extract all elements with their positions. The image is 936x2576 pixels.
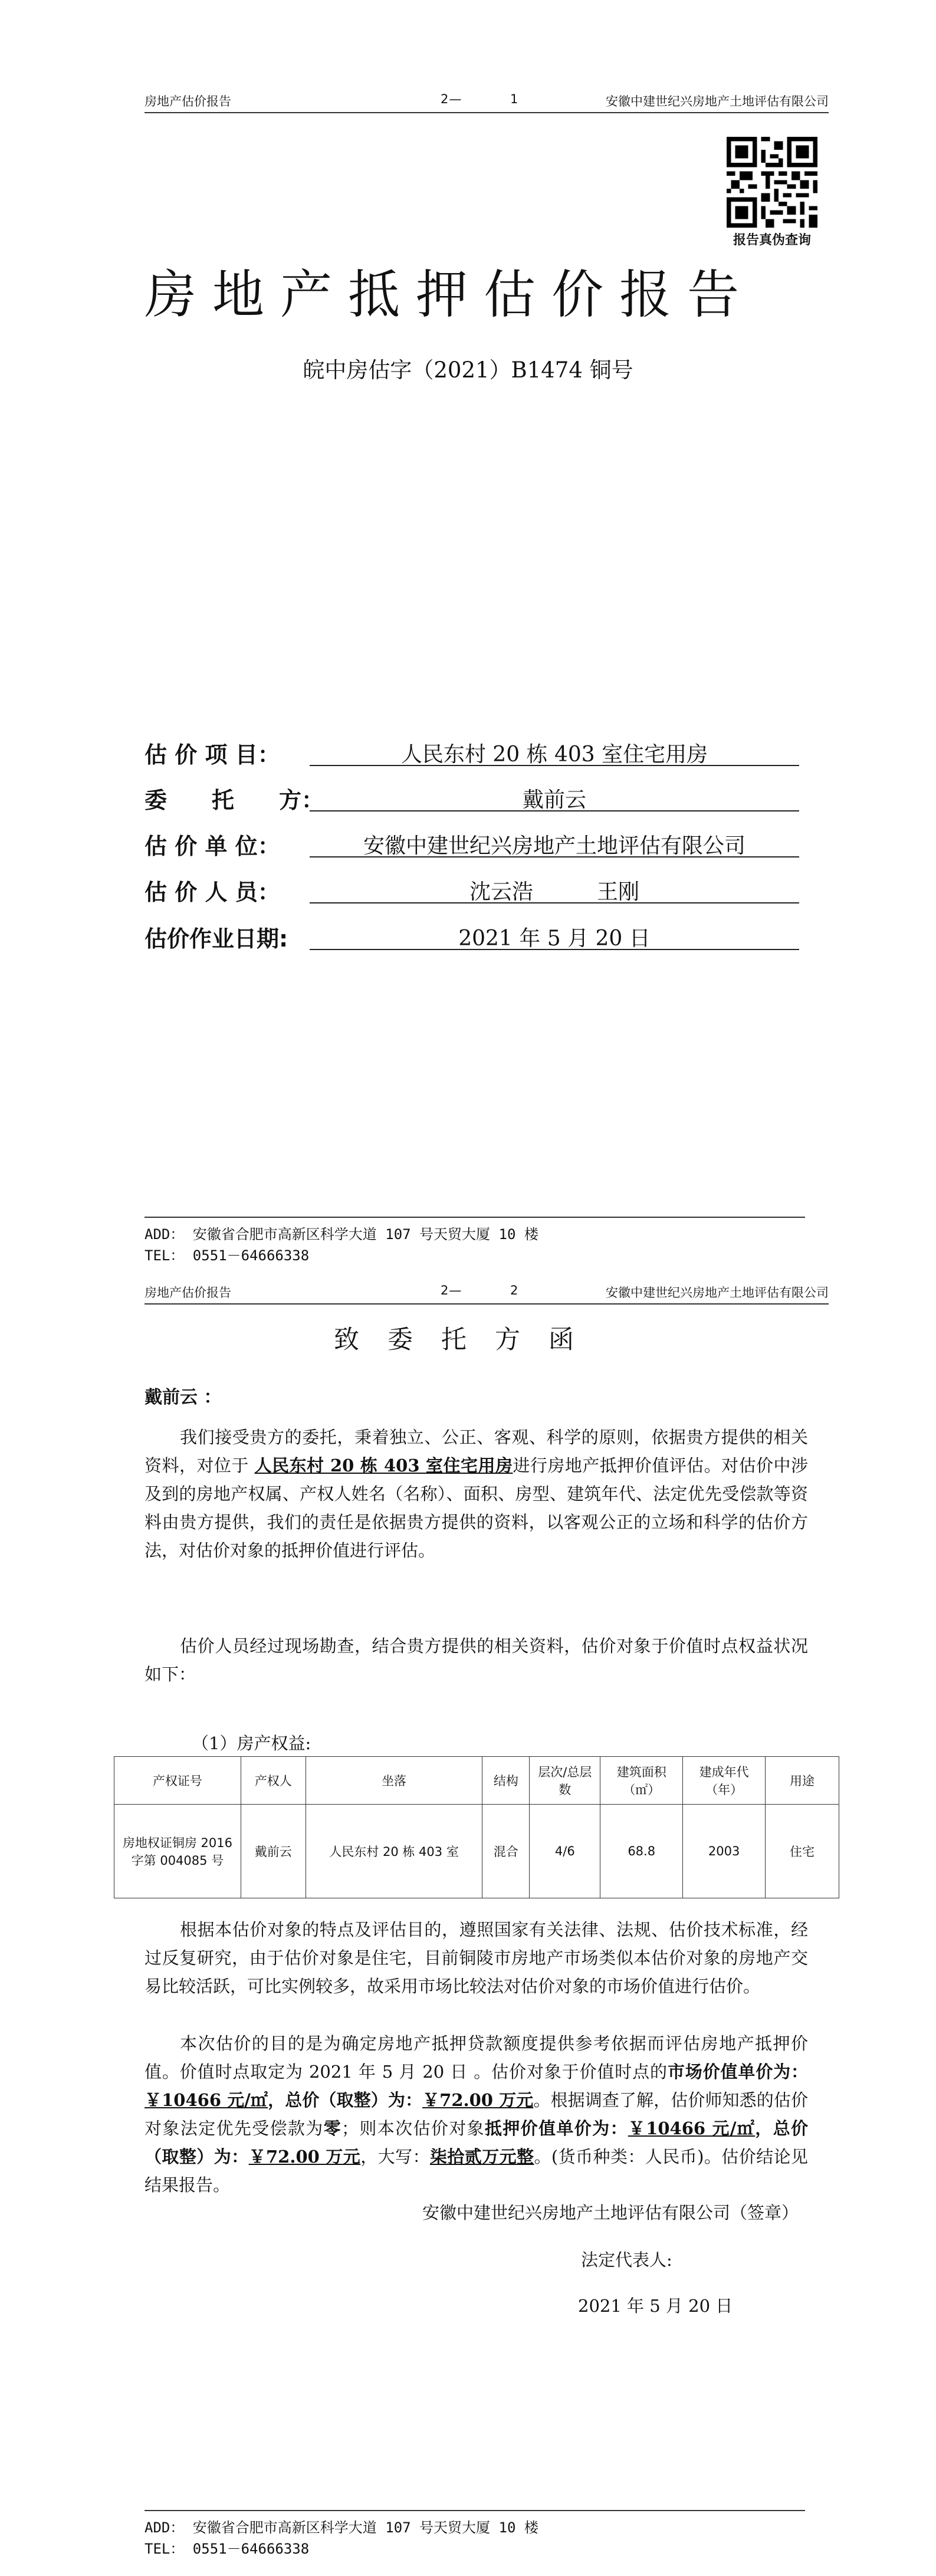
table-cell: 混合	[482, 1805, 530, 1898]
market-total-label: ，总价（取整）为：	[268, 2090, 423, 2110]
paragraph-method	[144, 1915, 808, 2000]
signature-legal-rep: 法定代表人:	[581, 2250, 672, 2270]
table-header: 产权人	[241, 1757, 306, 1805]
table-cell: 戴前云	[241, 1805, 306, 1898]
info-value: 人民东村 20 栋 403 室住宅用房	[400, 742, 708, 767]
header-right: 安徽中建世纪兴房地产土地评估有限公司	[606, 94, 829, 109]
property-name: 人民东村 20 栋 403 室住宅用房	[254, 1455, 513, 1476]
cover-page	[0, 0, 936, 1280]
conclusion-text-3: ；则本次估价对象	[341, 2118, 485, 2138]
qr-code-icon[interactable]	[727, 137, 817, 228]
market-unit-label: 市场价值单价为：	[667, 2062, 808, 2082]
underline	[310, 765, 799, 766]
mortgage-total-label: ，总价（取整）为：	[144, 2118, 808, 2167]
footer-telephone: TEL： 0551－64666338	[144, 1247, 310, 1264]
info-value: 安徽中建世纪兴房地产土地评估有限公司	[363, 834, 745, 858]
signature-date: 2021 年 5 月 20 日	[578, 2296, 733, 2316]
table-cell: 4/6	[530, 1805, 600, 1898]
table-header: 建筑面积（㎡）	[600, 1757, 683, 1805]
table-header: 结构	[482, 1757, 530, 1805]
conclusion-text-2: 。根据调查了解，估价师知悉的估价对象法定优先受偿款为	[144, 2090, 808, 2138]
footer-rule	[144, 1217, 805, 1218]
page-header	[144, 88, 829, 113]
report-number: 皖中房估字（2021）B1474 铜号	[303, 357, 633, 383]
table-row	[114, 1805, 839, 1898]
info-label: 估 价 单 位：	[144, 833, 280, 859]
mortgage-total-price: ￥72.00 万元	[248, 2147, 361, 2167]
info-row-appraiser-org	[144, 826, 805, 863]
survey-text: 估价人员经过现场勘查，结合贵方提供的相关资料，估价对象于价值时点权益状况如下：	[144, 1636, 808, 1684]
mortgage-unit-label: 抵押价值单价为：	[484, 2118, 628, 2138]
report-title: 房地产抵押估价报告	[144, 264, 756, 325]
mortgage-unit-price: ￥10466 元/㎡	[628, 2118, 756, 2138]
footer-telephone: TEL： 0551－64666338	[144, 2541, 310, 2557]
rights-subheading: （1）房产权益:	[192, 1733, 311, 1753]
info-label: 委 托 方：	[144, 787, 324, 813]
letter-title: 致委托方函	[334, 1325, 602, 1355]
info-value: 2021 年 5 月 20 日	[458, 926, 651, 951]
info-row-appraisers	[144, 872, 805, 909]
property-rights-table	[114, 1756, 839, 1898]
market-total-price: ￥72.00 万元	[422, 2090, 534, 2110]
header-page-number: 2	[510, 1283, 518, 1297]
info-label: 估 价 项 目：	[144, 742, 280, 768]
header-dash: 2—	[441, 1283, 462, 1297]
table-cell: 68.8	[600, 1805, 683, 1898]
underline	[310, 810, 799, 811]
header-left: 房地产估价报告	[144, 94, 231, 109]
priority-amount: 零	[323, 2118, 342, 2138]
header-left: 房地产估价报告	[144, 1286, 231, 1300]
table-header-row	[114, 1757, 839, 1805]
header-dash: 2—	[441, 92, 462, 106]
paragraph-survey	[144, 1632, 808, 1688]
footer-address: ADD： 安徽省合肥市高新区科学大道 107 号天贸大厦 10 楼	[144, 1226, 538, 1243]
conclusion-text: 本次估价的目的是为确定房地产抵押贷款额度提供参考依据而评估房地产抵押价值。价值时点取定为 2021 年 5 月 20 日 。估价对象于价值时点的	[144, 2033, 808, 2082]
table-header: 坐落	[306, 1757, 482, 1805]
underline	[310, 856, 799, 857]
table-header: 用途	[766, 1757, 839, 1805]
intro-text: 我们接受贵方的委托，秉着独立、公正、客观、科学的原则，依据贵方提供的相关资料，对位于	[144, 1427, 808, 1476]
capital-amount: 柒拾贰万元整	[429, 2147, 534, 2167]
info-label: 估价作业日期:	[144, 926, 288, 952]
info-row-project	[144, 734, 805, 772]
table-cell: 2003	[683, 1805, 766, 1898]
qr-verify-label: 报告真伪查询	[733, 233, 811, 248]
table-header: 建成年代（年）	[683, 1757, 766, 1805]
underline	[310, 902, 799, 903]
paragraph-intro	[144, 1423, 808, 1565]
signature-company: 安徽中建世纪兴房地产土地评估有限公司（签章）	[422, 2203, 799, 2223]
table-header: 产权证号	[114, 1757, 241, 1805]
header-right: 安徽中建世纪兴房地产土地评估有限公司	[606, 1286, 829, 1300]
letter-page	[0, 1280, 936, 2576]
intro-text-cont: 进行房地产抵押价值评估。对估价中涉及到的房地产权属、产权人姓名（名称）、面积、房型、建筑年代、法定优先受偿款等资料由贵方提供，我们的责任是依据贵方提供的资料，以客观公正的立场和科学的估价方法，对估价对象的抵押价值进行评估。	[144, 1455, 808, 1560]
info-value: 沈云浩 王刚	[469, 880, 639, 904]
table-cell: 房地权证铜房 2016 字第 004085 号	[114, 1805, 241, 1898]
underline	[310, 949, 799, 950]
info-row-client	[144, 780, 805, 817]
conclusion-text-4: 。(货币种类：人民币)。估价结论见结果报告。	[144, 2147, 808, 2195]
market-unit-price: ￥10466 元/㎡	[144, 2090, 268, 2110]
method-text: 根据本估价对象的特点及评估目的，遵照国家有关法律、法规、估价技术标准，经过反复研究，由于估价对象是住宅，目前铜陵市房地产市场类似本估价对象的房地产交易比较活跃，可比实例较多，故采用市场比较法对估价对象的市场价值进行估价。	[144, 1920, 808, 1996]
info-value: 戴前云	[522, 788, 586, 812]
page-header	[144, 1280, 829, 1305]
paragraph-conclusion	[144, 2029, 808, 2199]
info-label: 估 价 人 员：	[144, 879, 280, 905]
table-cell: 人民东村 20 栋 403 室	[306, 1805, 482, 1898]
table-header: 层次/总层数	[530, 1757, 600, 1805]
table-cell: 住宅	[766, 1805, 839, 1898]
info-row-date	[144, 918, 805, 956]
footer-address: ADD： 安徽省合肥市高新区科学大道 107 号天贸大厦 10 楼	[144, 2519, 538, 2536]
header-page-number: 1	[510, 92, 518, 106]
salutation: 戴前云 ：	[144, 1387, 222, 1408]
footer-rule	[144, 2510, 805, 2511]
capital-label: ，大写：	[360, 2147, 430, 2167]
